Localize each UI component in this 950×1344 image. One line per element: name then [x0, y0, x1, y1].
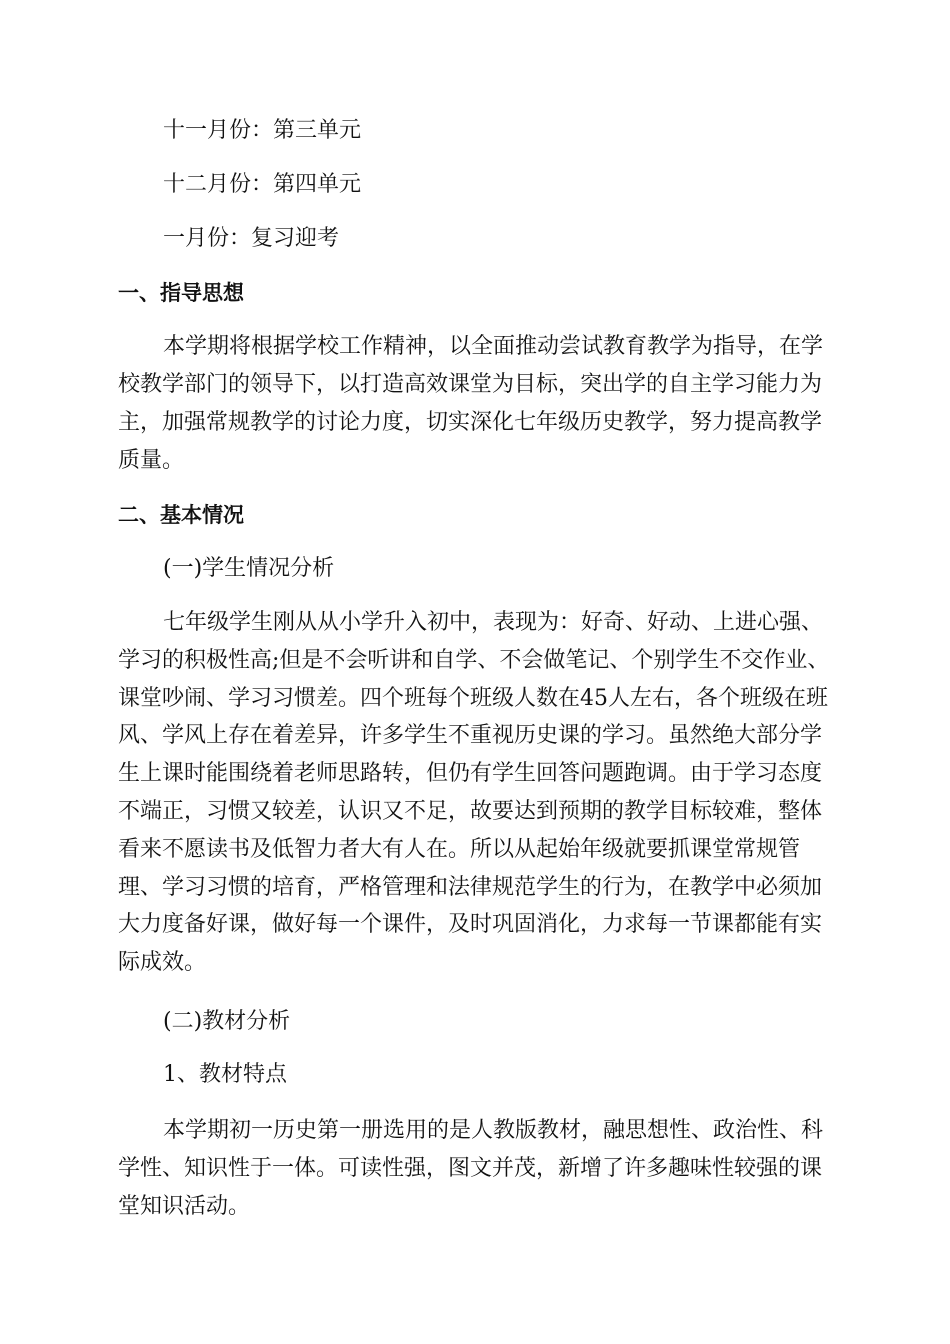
section-heading-basic-situation: 二、基本情况	[118, 503, 244, 527]
subsection-title-student-analysis: (一)学生情况分析	[163, 556, 335, 581]
paragraph-textbook-features: 本学期初一历史第一册选用的是人教版教材，融思想性、政治性、科学性、知识性于一体。可读性强，图文并茂，新增了许多趣味性较强的课堂知识活动。	[118, 1118, 824, 1219]
schedule-january: 一月份：复习迎考	[163, 226, 340, 251]
paragraph-guiding-ideology: 本学期将根据学校工作精神，以全面推动尝试教育教学为指导，在学校教学部门的领导下，以打造高效课堂为目标，突出学的自主学习能力为主，加强常规教学的讨论力度，切实深化七年级历史教学，努力提高教学质量。	[118, 334, 824, 473]
schedule-december: 十二月份：第四单元	[163, 172, 362, 197]
paragraph-student-analysis: 七年级学生刚从从小学升入初中，表现为：好奇、好动、上进心强、学习的积极性高;但是不会听讲和自学、不会做笔记、个别学生不交作业、课堂吵闹、学习习惯差。四个班每个班级人数在45人左右，各个班级在班风、学风上存在着差异，许多学生不重视历史课的学习。虽然绝大部分学生上课时能围绕着老师思路转，但仍有学生回答问题跑调。由于学习态度不端正，习惯又较差，认识又不足，故要达到预期的教学目标较难，整体看来不愿读书及低智力者大有人在。所以从起始年级就要抓课堂常规管理、学习习惯的培育，严格管理和法律规范学生的行为，在教学中必须加大力度备好课，做好每一个课件，及时巩固消化，力求每一节课都能有实际成效。	[118, 610, 830, 976]
item-title-textbook-features: 1、教材特点	[163, 1062, 287, 1087]
schedule-november: 十一月份：第三单元	[163, 118, 362, 143]
section-heading-guiding-ideology: 一、指导思想	[118, 281, 244, 305]
subsection-title-textbook-analysis: (二)教材分析	[163, 1009, 291, 1034]
